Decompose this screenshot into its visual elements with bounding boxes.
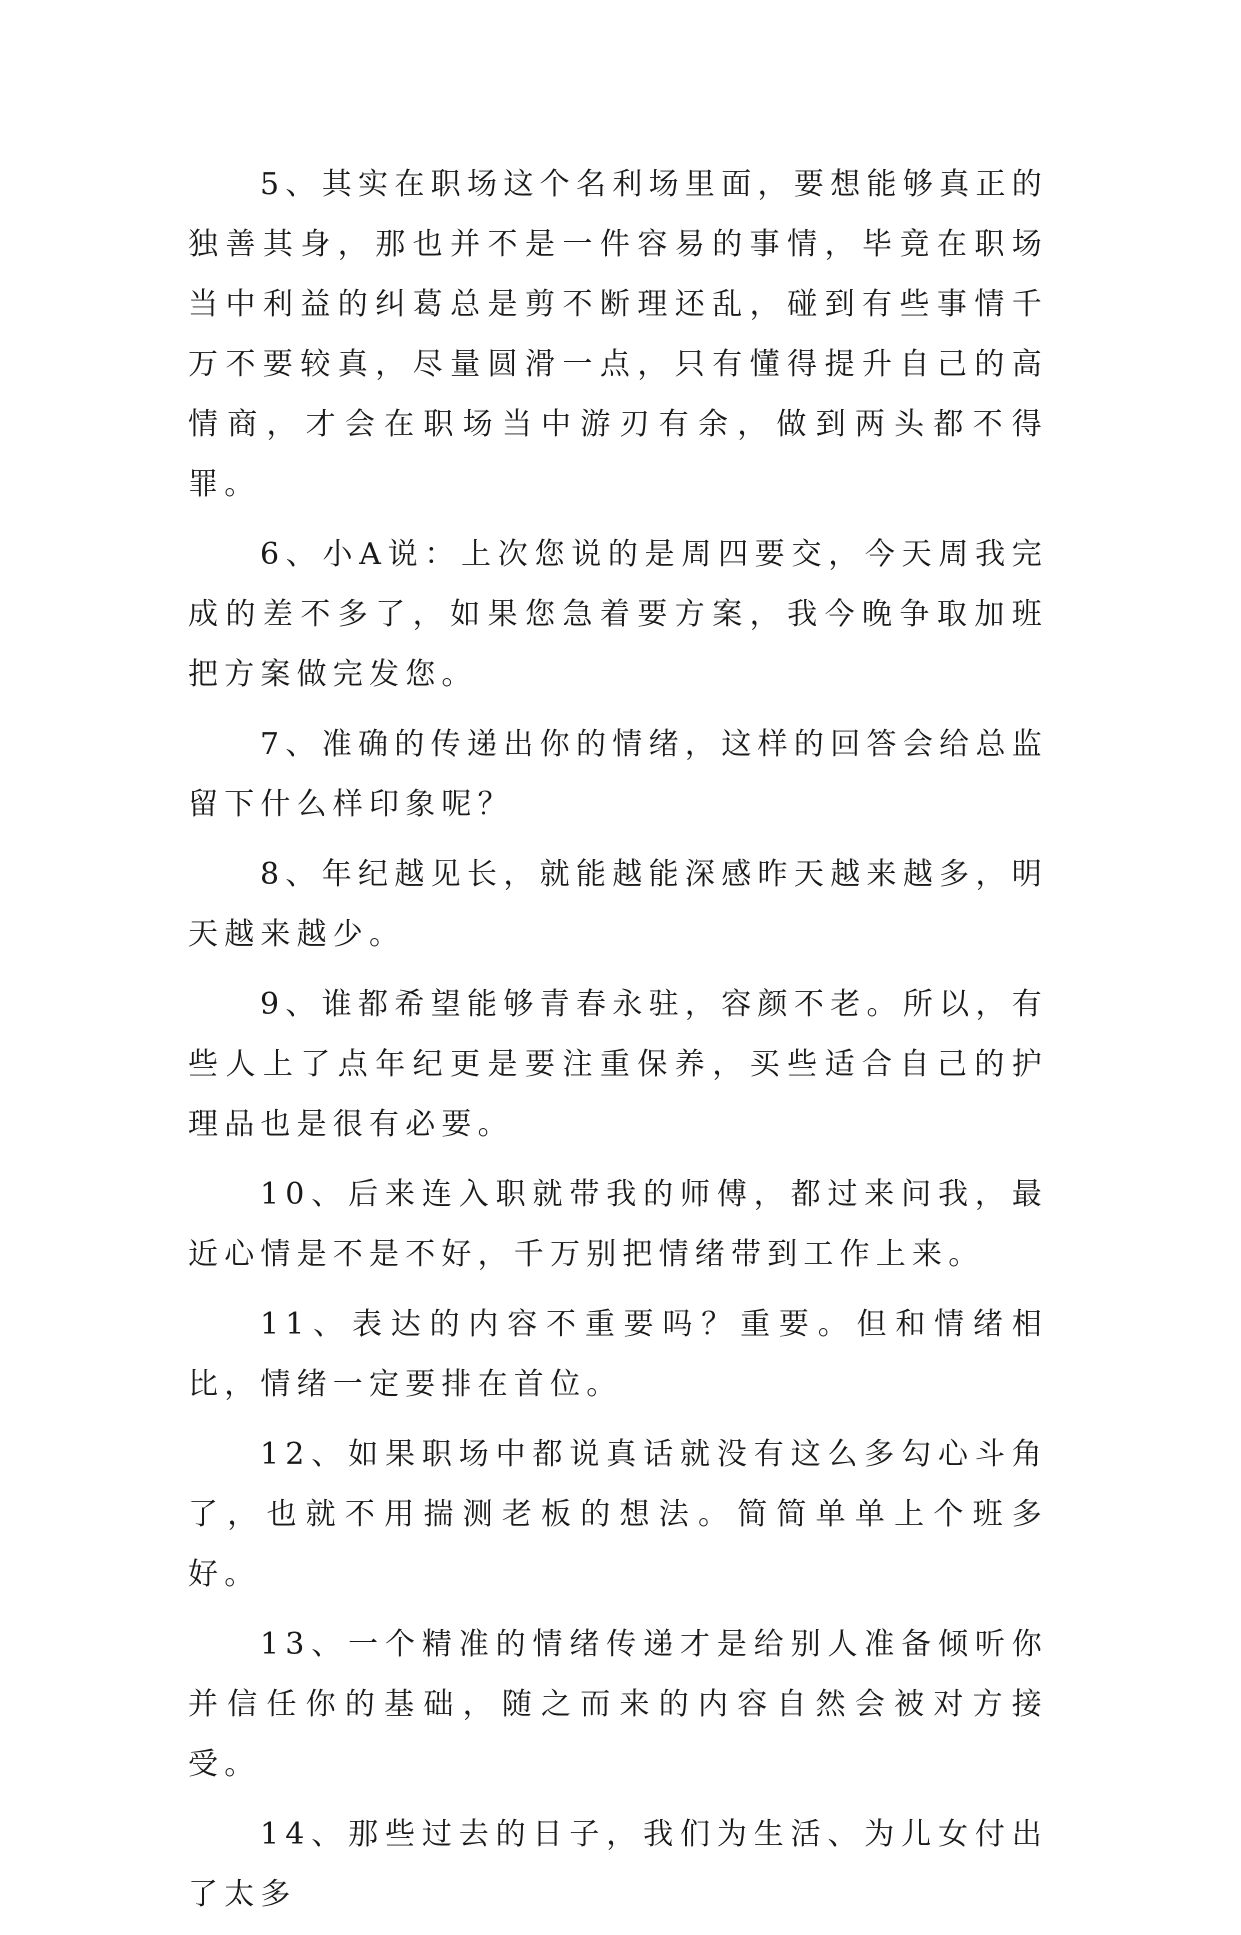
paragraph-6: 6、小A说：上次您说的是周四要交，今天周我完成的差不多了，如果您急着要方案，我今晚争取加班把方案做完发您。 — [188, 537, 1048, 692]
paragraph-5: 5、其实在职场这个名利场里面，要想能够真正的独善其身，那也并不是一件容易的事情，毕竟在职场当中利益的纠葛总是剪不断理还乱，碰到有些事情千万不要较真，尽量圆滑一点，只有懂得提升自己的高情商，才会在职场当中游刃有余，做到两头都不得罪。 — [188, 167, 1048, 502]
document-body — [188, 155, 1048, 1935]
paragraph-9: 9、谁都希望能够青春永驻，容颜不老。所以，有些人上了点年纪更是要注重保养，买些适合自己的护理品也是很有必要。 — [188, 987, 1048, 1142]
paragraph-13: 13、一个精准的情绪传递才是给别人准备倾听你并信任你的基础，随之而来的内容自然会被对方接受。 — [188, 1627, 1048, 1782]
paragraph-12: 12、如果职场中都说真话就没有这么多勾心斗角了，也就不用揣测老板的想法。简简单单上个班多好。 — [188, 1437, 1048, 1592]
paragraph-7: 7、准确的传递出你的情绪，这样的回答会给总监留下什么样印象呢？ — [188, 727, 1048, 822]
paragraph-14: 14、那些过去的日子，我们为生活、为儿女付出了太多 — [188, 1817, 1048, 1912]
paragraph-11: 11、表达的内容不重要吗？重要。但和情绪相比，情绪一定要排在首位。 — [188, 1307, 1048, 1402]
paragraph-10: 10、后来连入职就带我的师傅，都过来问我，最近心情是不是不好，千万别把情绪带到工作上来。 — [188, 1177, 1048, 1272]
paragraph-8: 8、年纪越见长，就能越能深感昨天越来越多，明天越来越少。 — [188, 857, 1048, 952]
